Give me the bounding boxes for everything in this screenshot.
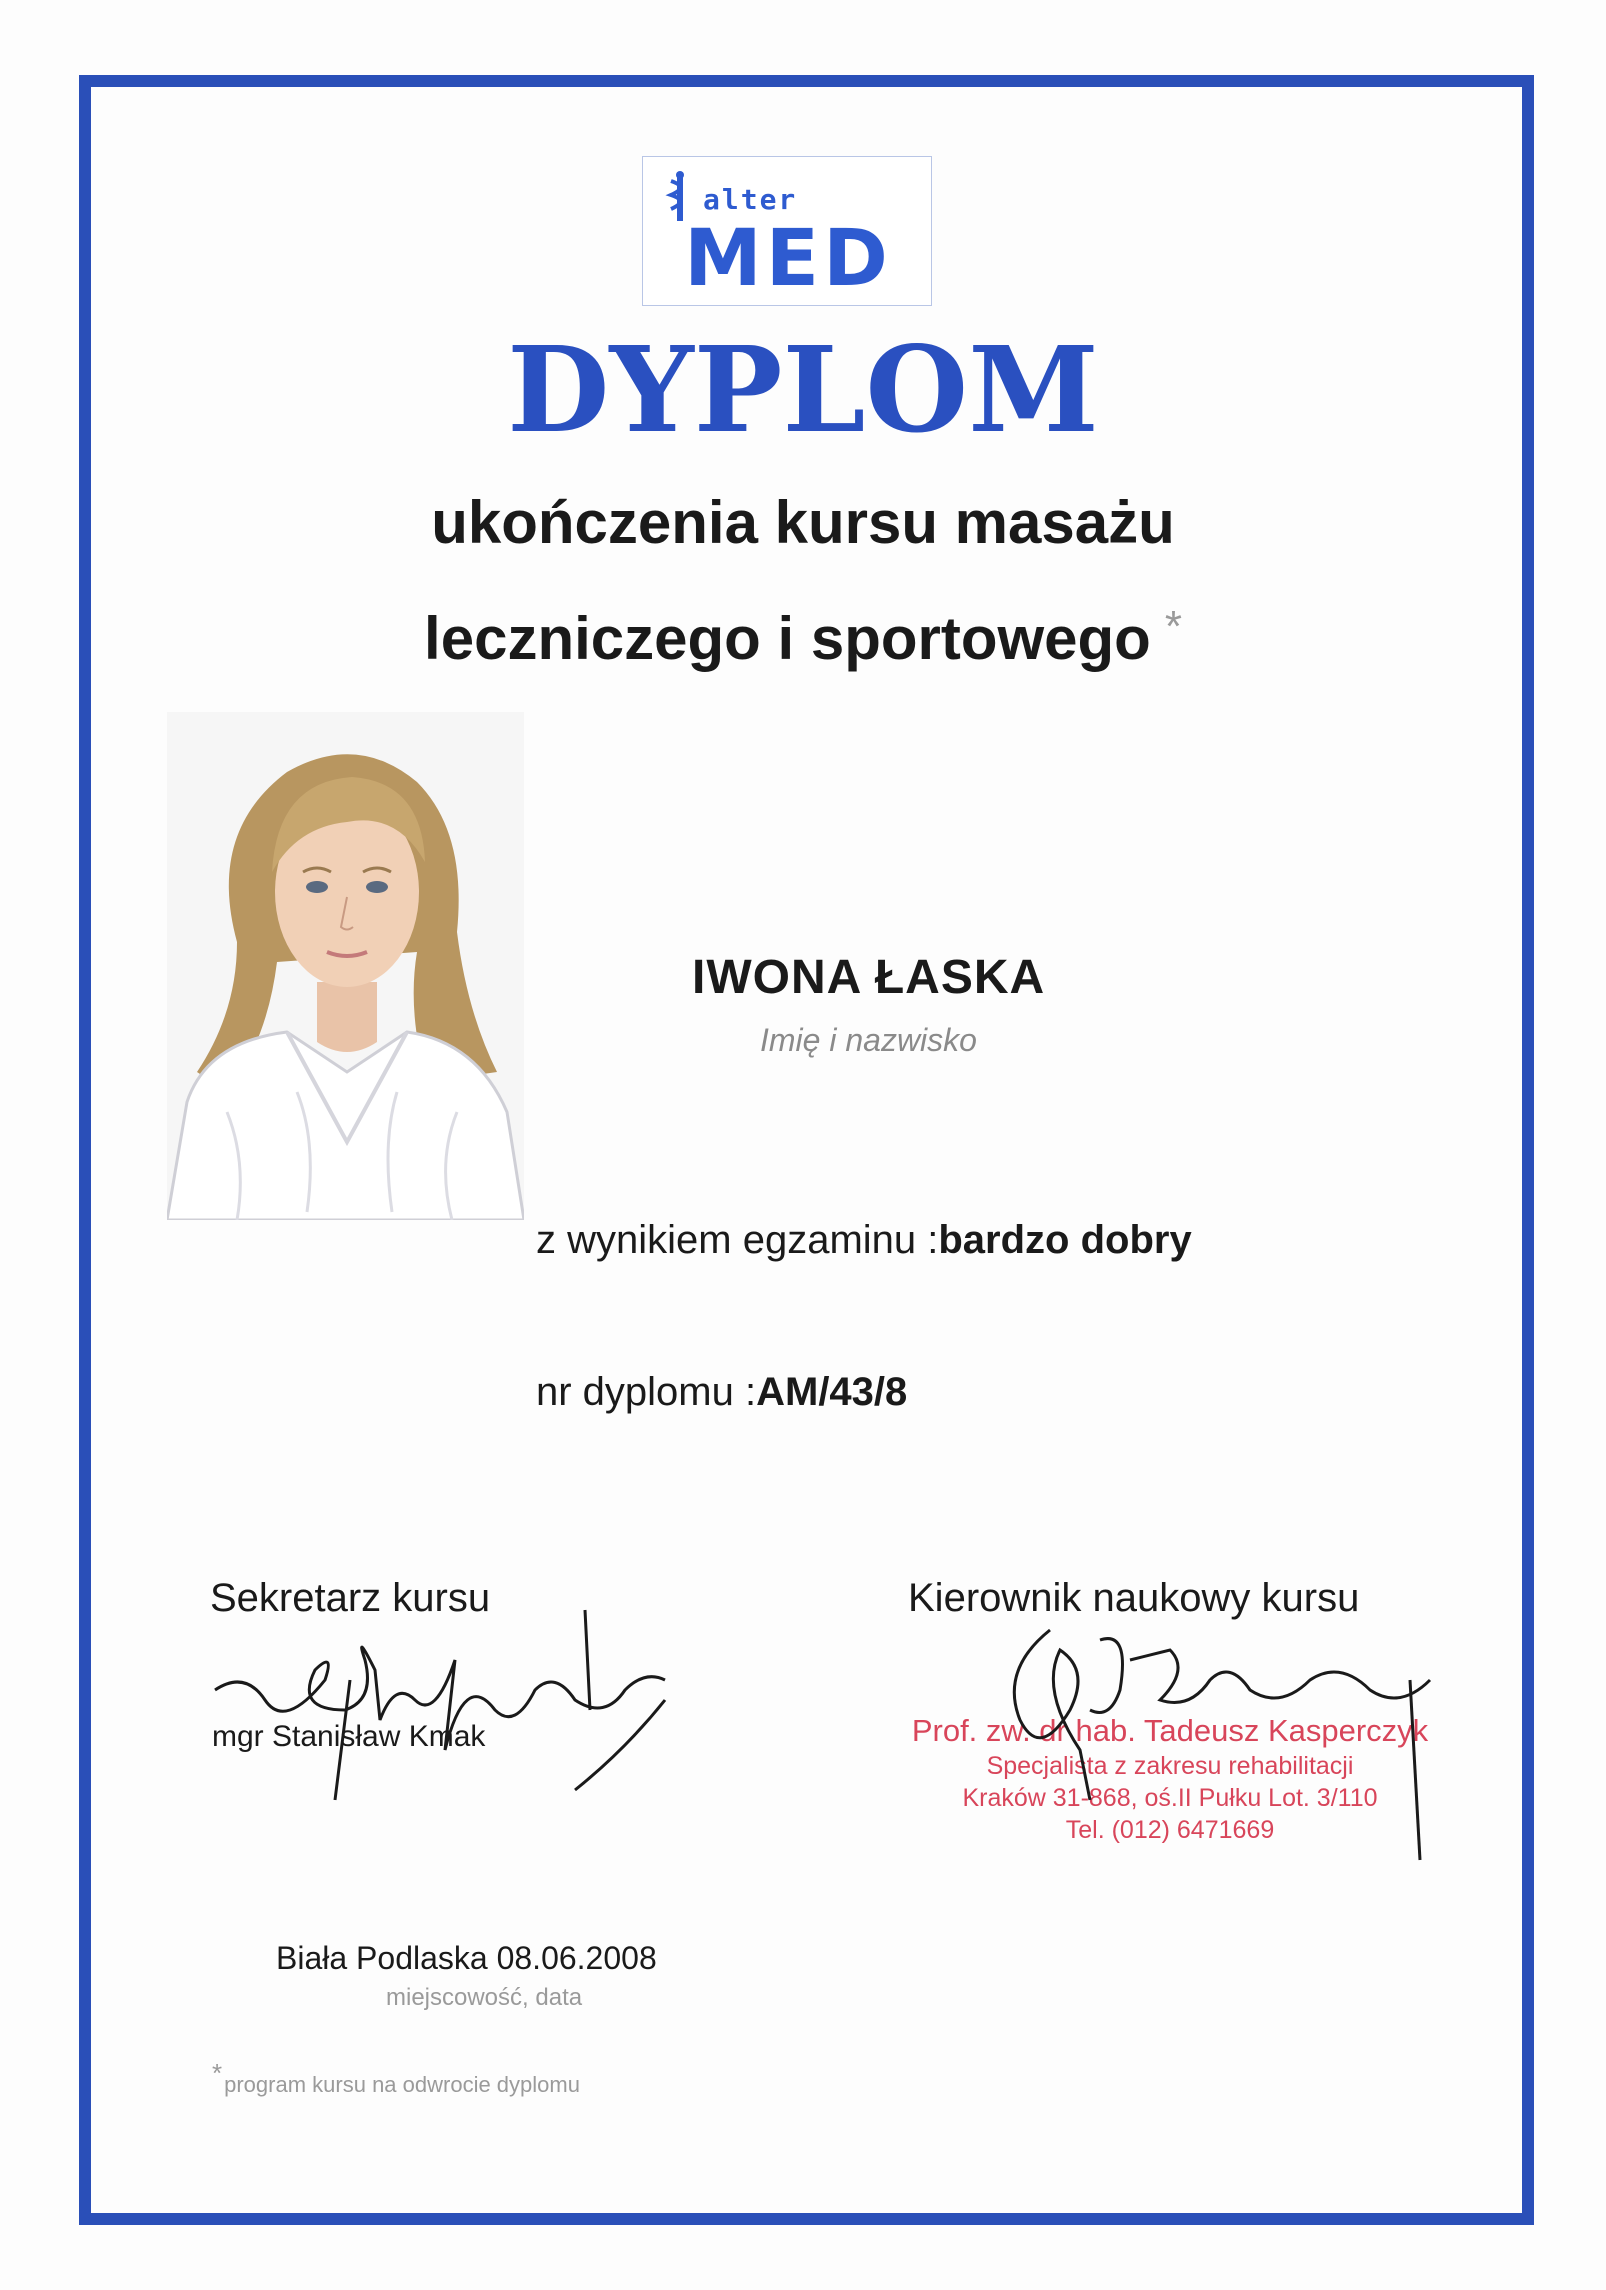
footnote-text: program kursu na odwrocie dyplomu [224, 2072, 580, 2097]
footnote-star: * [212, 2058, 223, 2088]
stamp-name: Prof. zw. dr hab. Tadeusz Kasperczyk [911, 1713, 1429, 1748]
diploma-number-label: nr dyplomu : [536, 1370, 757, 1414]
stamp-line-4: Tel. (012) 6471669 [1065, 1816, 1275, 1844]
recipient-name-caption: Imię i nazwisko [760, 1022, 977, 1058]
logo-main-text: MED [684, 214, 892, 304]
exam-result-value: bardzo dobry [938, 1218, 1192, 1262]
secretary-signature [205, 1590, 685, 1820]
subtitle-line-2 [0, 602, 1606, 673]
diploma-number-value: AM/43/8 [756, 1370, 908, 1414]
diploma-title: DYPLOM [507, 320, 1099, 459]
director-label: Kierownik naukowy kursu [908, 1576, 1360, 1620]
secretary-label: Sekretarz kursu [210, 1576, 491, 1620]
place-date: Biała Podlaska 08.06.2008 [276, 1940, 657, 1976]
secretary-name: mgr Stanisław Kmak [212, 1720, 486, 1753]
altermed-logo [642, 156, 932, 306]
exam-result-row [536, 1218, 1192, 1263]
portrait-image [167, 712, 524, 1220]
director-signature [980, 1610, 1450, 1880]
exam-result-label: z wynikiem egzaminu : [536, 1218, 939, 1262]
subtitle-asterisk: * [1164, 602, 1182, 651]
place-date-caption: miejscowość, data [386, 1984, 583, 2011]
stamp-line-2: Specjalista z zakresu rehabilitacji [986, 1752, 1354, 1780]
diploma-number-row [536, 1370, 907, 1415]
stamp-line-3: Kraków 31-868, oś.II Pułku Lot. 3/110 [962, 1784, 1378, 1812]
logo-small-text: alter [703, 183, 798, 216]
recipient-name: IWONA ŁASKA [692, 951, 1046, 1004]
subtitle-line-2-text: leczniczego i sportowego [424, 605, 1151, 672]
recipient-photo [167, 712, 524, 1220]
footnote [212, 2058, 580, 2098]
subtitle-line-1: ukończenia kursu masażu [431, 489, 1175, 556]
